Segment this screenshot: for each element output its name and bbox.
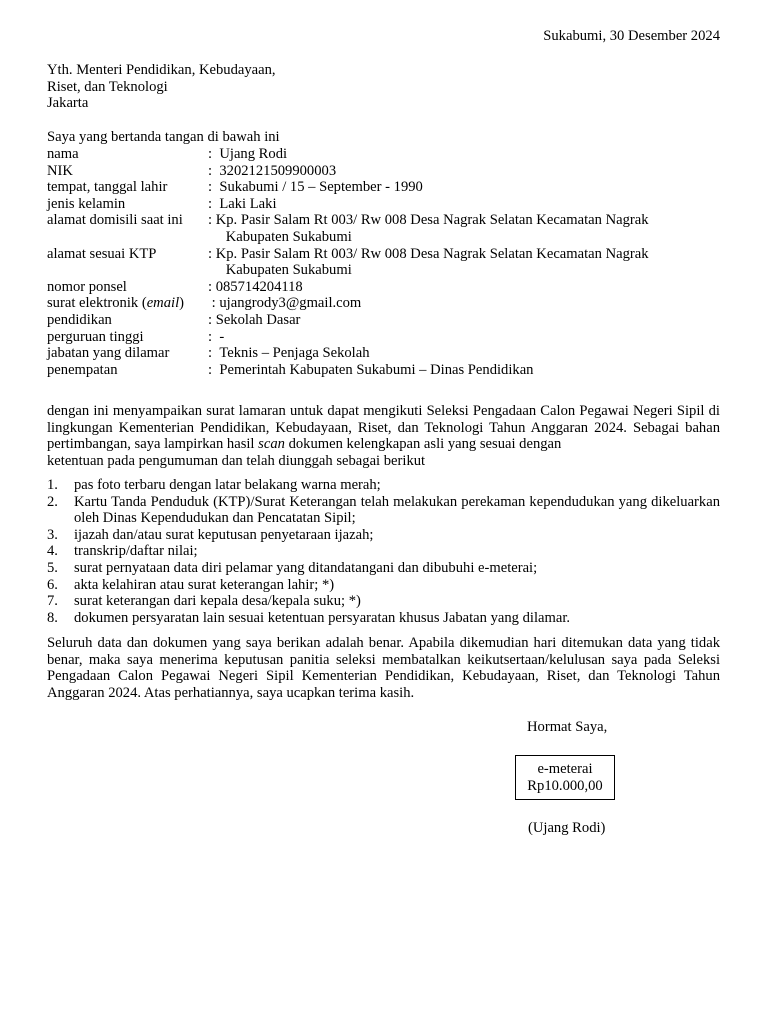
field-row-penempatan <box>47 362 727 379</box>
field-value-line: Kp. Pasir Salam Rt 003/ Rw 008 Desa Nagrak Selatan Kecamatan Nagrak <box>215 245 649 262</box>
field-colon: : <box>208 162 220 179</box>
field-label: perguruan tinggi <box>47 328 144 345</box>
list-item-number: 1. <box>47 477 58 493</box>
field-value-line: Kabupaten Sukabumi <box>225 262 352 279</box>
list-item <box>47 577 720 594</box>
field-label: tempat, tanggal lahir <box>47 179 168 196</box>
list-item <box>47 560 720 577</box>
field-row-jenis-kelamin <box>47 196 727 213</box>
list-item-number: 3. <box>47 526 58 543</box>
field-row-nik <box>47 163 727 180</box>
field-value: Pemerintah Kabupaten Sukabumi – Dinas Pendidikan <box>219 361 534 378</box>
field-row-domisili <box>47 212 727 245</box>
field-colon: : <box>208 278 216 295</box>
field-label: alamat domisili saat ini <box>47 212 183 229</box>
field-label: alamat sesuai KTP <box>47 245 157 262</box>
field-row-ponsel <box>47 279 727 296</box>
field-label: jabatan yang dilamar <box>47 345 170 362</box>
field-colon: : <box>208 328 220 345</box>
field-value <box>216 212 727 245</box>
field-label: NIK <box>47 162 73 179</box>
field-value-line: Kp. Pasir Salam Rt 003/ Rw 008 Desa Nagrak Selatan Kecamatan Nagrak <box>215 212 649 229</box>
field-row-alamat-ktp <box>47 246 727 279</box>
signer-name: (Ujang Rodi) <box>528 820 606 836</box>
declaration-paragraph: Seluruh data dan dokumen yang saya berikan adalah benar. Apabila dikemudian hari ditemukan data yang tidak benar, maka saya menerima keputusan panitia seleksi membatalkan keikutsertaan/kelulusan saya pada Seleksi Pengadaan Calon Pegawai Negeri Sipil Kementerian Pendidikan, Kebudayaan, Riset, dan Teknologi Tahun Anggaran 2024. Atas perhatiannya, saya ucapkan terima kasih. <box>47 635 720 701</box>
field-colon: : <box>208 345 220 362</box>
list-item <box>47 543 720 560</box>
field-colon: : <box>208 195 220 212</box>
list-item-number: 6. <box>47 576 58 593</box>
field-value: Laki Laki <box>219 195 277 212</box>
field-value: - <box>219 328 225 345</box>
field-row-pendidikan <box>47 312 727 329</box>
list-item-number: 5. <box>47 559 58 576</box>
field-label: pendidikan <box>47 311 112 328</box>
list-item-number: 2. <box>47 493 58 510</box>
field-value: 085714204118 <box>215 278 303 295</box>
field-label: nomor ponsel <box>47 278 127 295</box>
field-label <box>47 295 208 312</box>
field-label-emphasis: email <box>146 295 180 312</box>
stamp-amount: Rp10.000,00 <box>527 777 603 794</box>
list-item-text: transkrip/daftar nilai; <box>74 543 198 560</box>
addressee-line: Jakarta <box>47 95 89 112</box>
field-value: Sekolah Dasar <box>215 311 301 328</box>
list-item <box>47 527 720 544</box>
paragraph-last-line: ketentuan pada pengumuman dan telah diunggah sebagai berikut <box>47 452 426 469</box>
field-colon: : <box>208 295 220 312</box>
field-label: jenis kelamin <box>47 195 126 212</box>
field-label-part: surat elektronik ( <box>47 295 147 312</box>
paragraph-text: dokumen kelengkapan asli yang sesuai dengan <box>288 436 562 453</box>
field-row-email <box>47 295 727 312</box>
list-item-number: 8. <box>47 609 58 626</box>
field-row-perguruan-tinggi <box>47 329 727 346</box>
list-item-number: 4. <box>47 543 58 560</box>
field-label-part: ) <box>179 295 185 312</box>
stamp-label: e-meterai <box>537 761 593 777</box>
intro-line: Saya yang bertanda tangan di bawah ini <box>47 129 280 145</box>
addressee-line: Riset, dan Teknologi <box>47 78 168 95</box>
field-value-line: Kabupaten Sukabumi <box>225 228 352 245</box>
list-item-text: akta kelahiran atau surat keterangan lahir; *) <box>74 576 335 593</box>
list-item-text: Kartu Tanda Penduduk (KTP)/Surat Keterangan telah melakukan perekaman kependudukan yang dikeluarkan oleh Dinas Kependudukan dan Pencatatan Sipil; <box>74 493 720 527</box>
field-value: 3202121509900003 <box>219 162 337 179</box>
list-item-text: ijazah dan/atau surat keputusan penyetaraan ijazah; <box>74 526 374 543</box>
applicant-fields <box>47 146 727 378</box>
list-item-text: dokumen persyaratan lain sesuai ketentuan persyaratan khusus Jabatan yang dilamar. <box>74 609 571 626</box>
field-value: ujangrody3@gmail.com <box>219 295 362 312</box>
scan-emphasis: scan <box>258 436 285 453</box>
list-item <box>47 494 720 527</box>
field-value: Sukabumi / 15 – September - 1990 <box>219 179 423 196</box>
field-value: Teknis – Penjaga Sekolah <box>219 345 370 362</box>
list-item-number: 7. <box>47 593 58 610</box>
list-item <box>47 593 720 610</box>
list-item-text: surat pernyataan data diri pelamar yang ditandatangani dan dibubuhi e-meterai; <box>74 559 538 576</box>
statement-paragraph <box>47 403 720 469</box>
list-item-text: surat keterangan dari kepala desa/kepala suku; *) <box>74 593 361 610</box>
field-label: nama <box>47 146 79 162</box>
closing-salutation: Hormat Saya, <box>527 719 608 735</box>
field-label: penempatan <box>47 361 118 378</box>
field-colon: : <box>208 179 220 196</box>
paragraph-body <box>47 403 720 453</box>
field-colon: : <box>208 311 216 328</box>
paragraph-text: dengan ini menyampaikan surat lamaran untuk dapat mengikuti Seleksi Pengadaan Calon Pegawai Negeri Sipil di lingkungan Kementerian Pendidikan, Kebudayaan, Riset, dan Teknologi Tahun Anggaran 2024. Sebagai bahan pertimbangan, saya lampirkan hasil <box>47 403 720 453</box>
field-row-ttl <box>47 179 727 196</box>
field-colon: : <box>208 212 216 229</box>
field-value: Ujang Rodi <box>219 146 288 162</box>
field-row-nama <box>47 146 727 163</box>
field-colon: : <box>208 361 220 378</box>
e-meterai-stamp-box <box>515 755 615 800</box>
field-value <box>216 246 727 279</box>
letter-date: Sukabumi, 30 Desember 2024 <box>543 28 720 44</box>
attachment-list <box>47 477 720 626</box>
addressee-line: Yth. Menteri Pendidikan, Kebudayaan, <box>47 62 276 78</box>
list-item <box>47 610 720 627</box>
field-colon: : <box>208 146 220 162</box>
field-row-jabatan <box>47 345 727 362</box>
list-item <box>47 477 720 494</box>
addressee-block <box>47 62 276 112</box>
field-colon: : <box>208 245 216 262</box>
list-item-text: pas foto terbaru dengan latar belakang warna merah; <box>74 477 381 493</box>
